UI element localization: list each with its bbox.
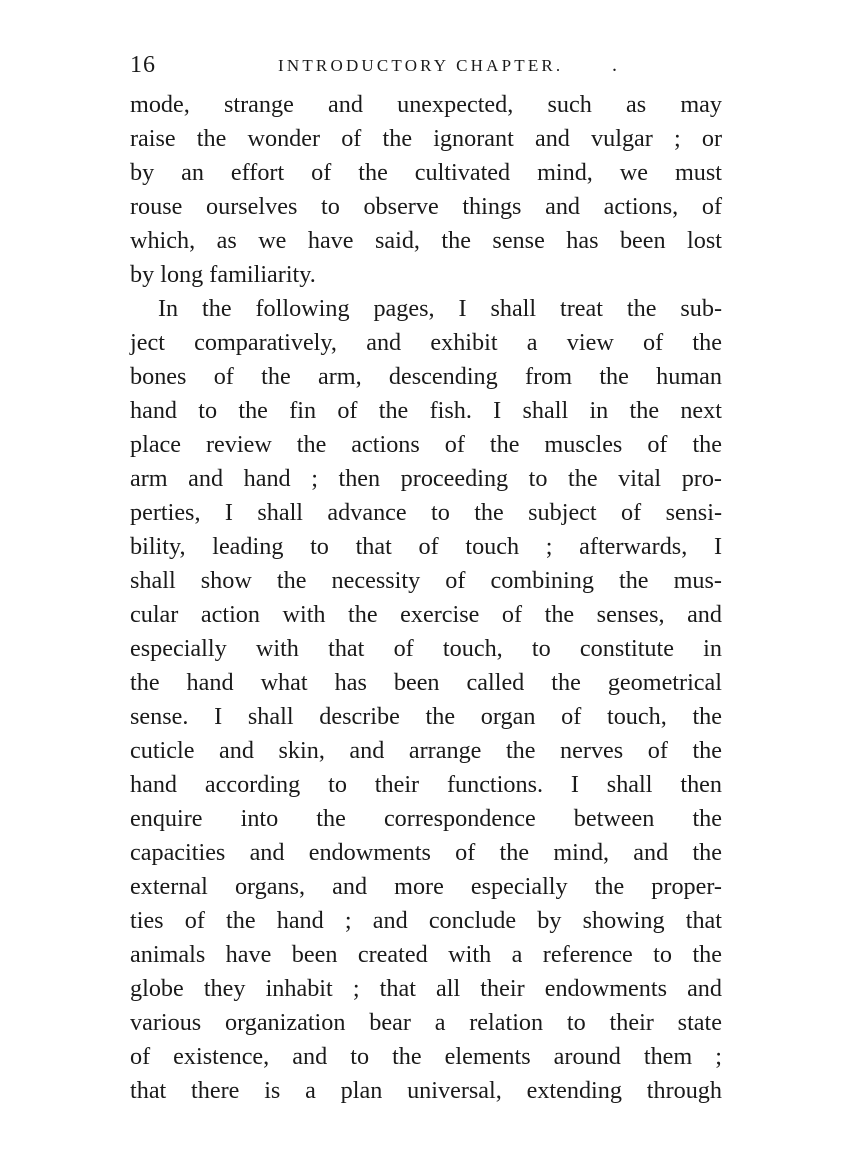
text-line: by long familiarity. [130,261,316,288]
text-line: external organs, and more especially the proper- [130,873,722,900]
text-line: animals have been created with a reference to the [130,941,722,968]
text-line: enquire into the correspondence between the [130,805,722,832]
text-line: arm and hand ; then proceeding to the vital pro- [130,465,722,492]
text-line: cular action with the exercise of the senses, and [130,601,722,628]
text-line: bility, leading to that of touch ; afterwards, I [130,533,722,560]
text-line: mode, strange and unexpected, such as may [130,91,722,118]
text-line: raise the wonder of the ignorant and vulgar ; or [130,125,722,152]
text-line: perties, I shall advance to the subject of sensi- [130,499,722,526]
text-line: rouse ourselves to observe things and actions, of [130,193,722,220]
text-line: which, as we have said, the sense has been lost [130,227,722,254]
text-line: various organization bear a relation to their state [130,1009,722,1036]
text-line: capacities and endowments of the mind, and the [130,839,722,866]
text-line: by an effort of the cultivated mind, we must [130,159,722,186]
text-line: the hand what has been called the geometrical [130,669,722,696]
text-line: bones of the arm, descending from the human [130,363,722,390]
text-line: ject comparatively, and exhibit a view of the [130,329,722,356]
text-line: globe they inhabit ; that all their endowments and [130,975,722,1002]
running-head-mark: . [612,54,617,76]
text-line: cuticle and skin, and arrange the nerves of the [130,737,722,764]
text-line: especially with that of touch, to constitute in [130,635,722,662]
text-line: ties of the hand ; and conclude by showing that [130,907,722,934]
paragraph-first-line: In the following pages, I shall treat the sub- [158,295,722,322]
text-line: that there is a plan universal, extending through [130,1077,722,1104]
page-number: 16 [130,52,156,78]
text-line: of existence, and to the elements around them ; [130,1043,722,1070]
running-title: INTRODUCTORY CHAPTER. [278,56,564,75]
text-line: hand according to their functions. I shall then [130,771,722,798]
body-text [130,88,722,1108]
text-line: place review the actions of the muscles of the [130,431,722,458]
text-line: shall show the necessity of combining the mus- [130,567,722,594]
text-line: sense. I shall describe the organ of touch, the [130,703,722,730]
text-line: hand to the fin of the fish. I shall in the next [130,397,722,424]
running-head [130,48,722,82]
